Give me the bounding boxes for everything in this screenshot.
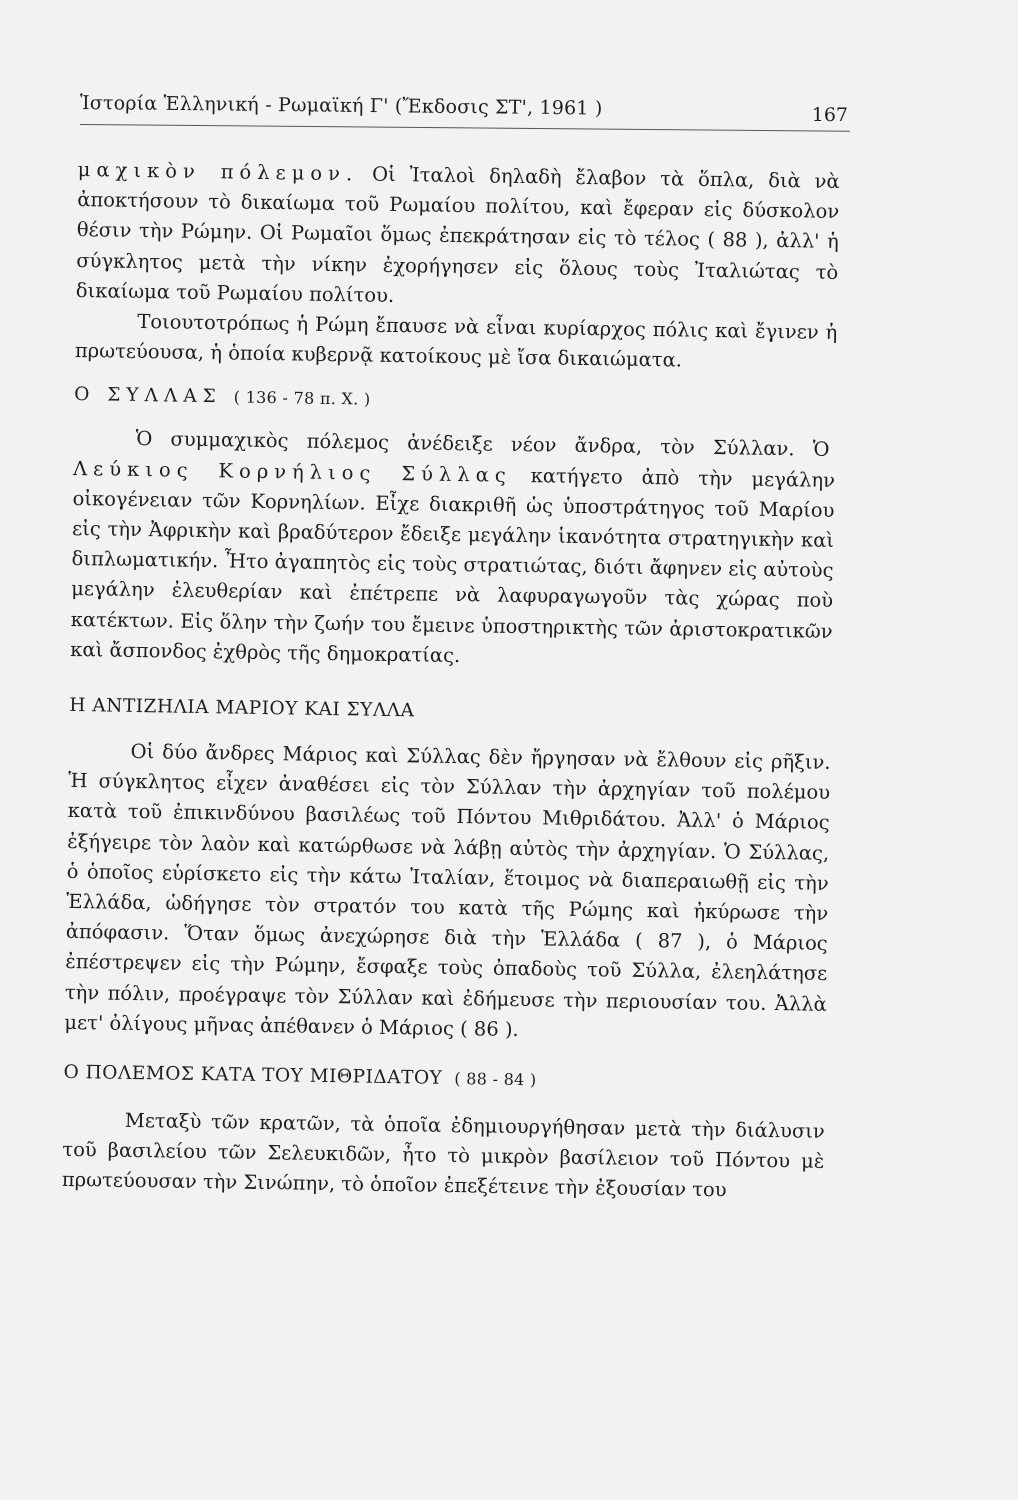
paragraph-2: Τοιουτοτρόπως ἡ Ρώμη ἔπαυσε νὰ εἶναι κυρίαρχος πόλις καὶ ἔγινεν ἡ πρωτεύουσα, ἡ ὁποία κυβερνᾷ κατοίκους μὲ ἴσα δικαιώματα. [74,309,838,372]
heading-mithridatic-war-title: Ο ΠΟΛΕΜΟΣ ΚΑΤΑ ΤΟΥ ΜΙΘΡΙΔΑΤΟΥ [63,1061,443,1089]
heading-sulla [74,384,836,417]
paragraph-1 [76,155,840,318]
heading-mithridatic-war [63,1062,825,1095]
body-text [62,155,840,1208]
heading-mithridatic-war-dates: ( 88 - 84 ) [454,1069,537,1090]
running-head: Ἱστορία Ἑλληνική - Ρωμαϊκή Γ' (Ἔκδοσις ΣΤ', 1961 ) [79,92,603,120]
heading-sulla-dates: ( 136 - 78 π. Χ. ) [233,387,371,410]
page-number: 167 [811,104,848,126]
heading-sulla-title: Ο ΣΥΛΛΑΣ [74,384,222,408]
paragraph-3-text-b: κατήγετο ἀπὸ τὴν μεγάλην οἰκογένειαν τῶν Κορνηλίων. Εἶχε διακριθῆ ὡς ὑποστράτηγος τοῦ Μαρίου εἰς τὴν Ἀφρικὴν καὶ βραδύτερον ἔδειξε μεγάλην ἱκανότητα στρατηγικὴν καὶ διπλωματικήν. Ἦτο ἀγαπητὸς εἰς τοὺς στρατιώτας, διότι ἄφηνεν εἰς αὐτοὺς μεγάλην ἐλευθερίαν καὶ ἐπέτρεπε νὰ λαφυραγωγοῦν τὰς χώρας ποὺ κατέκτων. Εἰς ὅλην τὴν ζωήν του ἔμεινε ὑποστηρικτὴς τῶν ἀριστοκρατικῶν καὶ ἄσπονδος ἐχθρὸς τῆς δημοκρατίας. [70,463,836,667]
paragraph-3 [70,423,836,677]
paragraph-1-text: Οἱ Ἰταλοὶ δηλαδὴ ἔλαβον τὰ ὅπλα, διὰ νὰ ἀποκτήσουν τὸ δικαίωμα τοῦ Ρωμαίου πολίτου, καὶ ἔφεραν εἰς δύσκολον θέσιν τὴν Ρώμην. Οἱ Ρωμαῖοι ὅμως ἐπεκράτησαν εἰς τὸ τέλος ( 88 ), ἀλλ' ἡ σύγκλητος μετὰ τὴν νίκην ἐχορήγησεν εἰς ὅλους τοὺς Ἰταλιώτας τὸ δικαίωμα τοῦ Ρωμαίου πολίτου. [75,162,840,307]
paragraph-3-text-a: Ὁ συμμαχικὸς πόλεμος ἀνέδειξε νέον ἄνδρα, τὸν Σύλλαν. [135,427,813,461]
page-header [80,92,850,132]
paragraph-4: Οἱ δύο ἄνδρες Μάριος καὶ Σύλλας δὲν ἤργησαν νὰ ἔλθουν εἰς ρῆξιν. Ἡ σύγκλητος εἶχεν ἀναθέσει εἰς τὸν Σύλλαν τὴν ἀρχηγίαν τοῦ πολέμου κατὰ τοῦ ἐπικινδύνου βασιλέως τοῦ Πόντου Μιθριδάτου. Ἀλλ' ὁ Μάριος ἐξήγειρε τὸν λαὸν καὶ κατώρθωσε νὰ λάβῃ αὐτὸς τὴν ἀρχηγίαν. Ὁ Σύλλας, ὁ ὁποῖος εὑρίσκετο εἰς τὴν κάτω Ἰταλίαν, ἕτοιμος νὰ διαπεραιωθῇ εἰς τὴν Ἑλλάδα, ὡδήγησε τὸν στρατόν του κατὰ τῆς Ρώμης καὶ ἠκύρωσε τὴν ἀπόφασιν. Ὅταν ὅμως ἀνεχώρησε διὰ τὴν Ἑλλάδα ( 87 ), ὁ Μάριος ἐπέστρεψεν εἰς τὴν Ρώμην, ἔσφαξε τοὺς ὀπαδοὺς τοῦ Σύλλα, ἐλεηλάτησε τὴν πόλιν, προέγραψε τὸν Σύλλαν καὶ ἐδήμευσε τὴν περιουσίαν του. Ἀλλὰ μετ' ὀλίγους μῆνας ἀπέθανεν ὁ Μάριος ( 86 ). [64,739,831,1041]
paragraph-5: Μεταξὺ τῶν κρατῶν, τὰ ὁποῖα ἐδημιουργήθησαν μετὰ τὴν διάλυσιν τοῦ βασιλείου τῶν Σελευκιδῶν, ἦτο τὸ μικρὸν βασίλειον τοῦ Πόντου μὲ πρωτεύουσαν τὴν Σινώπην, τὸ ὁποῖον ἐπεξέτεινε τὴν ἐξουσίαν του [61,1108,825,1202]
heading-rivalry [69,695,831,728]
paragraph-3-name: Ὁ Λεύκιος Κορνήλιος Σύλλας [72,437,836,487]
heading-rivalry-title: Η ΑΝΤΙΖΗΛΙΑ ΜΑΡΙΟΥ ΚΑΙ ΣΥΛΛΑ [69,694,415,722]
header-rule [80,124,850,132]
paragraph-1-lead: μαχικὸν πόλεμον. [77,157,359,186]
